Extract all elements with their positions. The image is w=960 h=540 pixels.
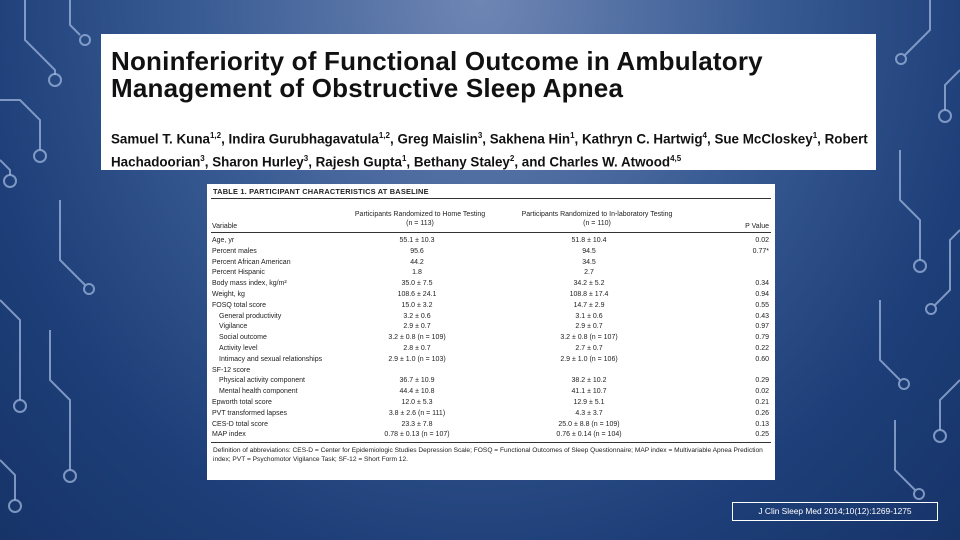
table-cell-lab: 2.9 ± 1.0 (n = 106) xyxy=(560,355,618,363)
author-name: Kathryn C. Hartwig xyxy=(582,131,703,147)
table-cell-home: 15.0 ± 3.2 xyxy=(401,301,433,309)
author-name: Sakhena Hin xyxy=(489,131,571,147)
author-name: Sue McCloskey xyxy=(714,131,813,147)
table-row-label: Epworth total score xyxy=(212,399,272,406)
author-name: Samuel T. Kuna xyxy=(111,131,210,147)
table-cell-home: 2.9 ± 0.7 xyxy=(403,323,431,331)
table-top-rule xyxy=(211,198,771,199)
header-home xyxy=(335,210,505,228)
table-cell-home: 3.2 ± 0.6 xyxy=(403,312,431,320)
table-cell-home: 44.2 xyxy=(410,258,424,266)
table-cell-lab: 3.1 ± 0.6 xyxy=(575,312,603,320)
table-cell-lab: 51.8 ± 10.4 xyxy=(571,237,607,244)
table-cell-lab: 14.7 ± 2.9 xyxy=(573,301,605,309)
table-caption: TABLE 1. PARTICIPANT CHARACTERISTICS AT BASELINE xyxy=(213,187,429,196)
table-cell-p-value: 0.60 xyxy=(755,355,769,363)
table-cell-lab: 34.2 ± 5.2 xyxy=(573,280,605,288)
table-row-label: Activity level xyxy=(219,345,258,352)
paper-title-line-1: Noninferiority of Functional Outcome in Ambulatory xyxy=(111,46,763,76)
table-bottom-rule xyxy=(211,442,771,443)
table-row-label: PVT transformed lapses xyxy=(212,409,287,417)
table-cell-lab: 2.7 ± 0.7 xyxy=(575,345,603,352)
table-cell-lab: 3.2 ± 0.8 (n = 107) xyxy=(560,334,618,342)
table-row-label: Physical activity component xyxy=(219,377,305,385)
table-cell-p-value: 0.02 xyxy=(755,388,769,396)
author-affiliation: 1,2 xyxy=(378,131,390,140)
table-cell-home: 35.0 ± 7.5 xyxy=(401,280,433,288)
table-row-label: Percent African American xyxy=(212,258,291,266)
author-name: Robert Hachadoorian xyxy=(111,131,868,170)
table-cell-lab: 12.9 ± 5.1 xyxy=(573,399,605,406)
table-header-rule xyxy=(211,232,771,233)
author-affiliation: 3 xyxy=(303,154,309,164)
table-cell-lab: 108.8 ± 17.4 xyxy=(569,291,609,298)
table-cell-p-value: 0.97 xyxy=(755,323,769,331)
table-row-label: Age, yr xyxy=(212,237,235,244)
author-separator: , xyxy=(482,131,490,147)
table-footnote: Definition of abbreviations: CES-D = Center for Epidemiologic Studies Depression Scale; FOSQ = Functional Outcomes of Sleep Questionnaire; MAP index = Multivariable Apnea Prediction index; PVT = Psychomotor Vigilance Task; SF-12 = Short Form 12. xyxy=(213,447,763,463)
table-row-label: FOSQ total score xyxy=(212,301,267,309)
author-affiliation: 1,2 xyxy=(209,131,222,140)
author-separator: , xyxy=(221,131,229,147)
table-cell-lab: 4.3 ± 3.7 xyxy=(575,409,603,417)
table-cell-lab: 94.5 xyxy=(582,247,596,255)
table-cell-home: 36.7 ± 10.9 xyxy=(399,377,435,385)
header-home-label: Participants Randomized to Home Testing xyxy=(354,211,486,218)
table-row-label: General productivity xyxy=(219,312,282,320)
table-cell-home: 1.8 xyxy=(412,269,422,277)
table-cell-p-value: 0.79 xyxy=(755,334,769,342)
header-p-value: P Value xyxy=(745,223,769,230)
header-home-n: (n = 113) xyxy=(406,220,434,227)
table-cell-lab: 38.2 ± 10.2 xyxy=(571,377,607,385)
table-row-label: MAP index xyxy=(212,431,246,439)
baseline-table xyxy=(207,184,775,480)
table-cell-p-value: 0.25 xyxy=(755,431,769,439)
author-name: Bethany Staley xyxy=(413,154,510,170)
table-row-label: Body mass index, kg/m² xyxy=(212,280,287,288)
header-lab-label: Participants Randomized to In-laboratory Testing xyxy=(521,211,673,218)
table-cell-lab: 25.0 ± 8.8 (n = 109) xyxy=(558,420,620,428)
table-cell-p-value: 0.34 xyxy=(755,280,769,288)
author-affiliation: 1 xyxy=(570,131,575,140)
table-cell-lab: 34.5 xyxy=(582,258,596,266)
author-separator: , xyxy=(389,131,398,147)
table-cell-home: 3.8 ± 2.6 (n = 111) xyxy=(388,409,446,417)
author-separator: , xyxy=(817,131,825,147)
table-cell-p-value: 0.13 xyxy=(755,420,769,428)
author-name: Sharon Hurley xyxy=(212,154,304,170)
table-cell-home: 2.8 ± 0.7 xyxy=(403,345,431,352)
table-cell-p-value: 0.22 xyxy=(755,345,769,352)
table-row-label: Weight, kg xyxy=(212,291,245,298)
table-cell-p-value: 0.77* xyxy=(752,247,769,255)
table-row-label: Vigilance xyxy=(219,323,248,331)
table-cell-home: 44.4 ± 10.8 xyxy=(399,388,435,396)
table-cell-p-value: 0.43 xyxy=(755,312,769,320)
author-affiliation: 3 xyxy=(200,154,205,164)
header-variable: Variable xyxy=(212,223,238,230)
header-lab xyxy=(507,210,687,228)
table-cell-lab: 41.1 ± 10.7 xyxy=(571,388,607,396)
author-separator: , xyxy=(204,154,213,170)
author-name: Indira Gurubhagavatula xyxy=(228,131,379,147)
author-list xyxy=(111,126,876,173)
table-row-label: Social outcome xyxy=(219,334,267,342)
table-cell-home: 95.6 xyxy=(410,247,424,255)
author-affiliation: 1 xyxy=(401,154,407,164)
table-cell-p-value: 0.29 xyxy=(755,377,769,385)
author-affiliation: 3 xyxy=(477,131,483,140)
table-row-label: Percent Hispanic xyxy=(212,269,265,277)
table-cell-p-value: 0.94 xyxy=(755,291,769,298)
paper-title-line-2: Management of Obstructive Sleep Apnea xyxy=(111,73,624,103)
author-affiliation: 4 xyxy=(702,131,707,140)
table-cell-lab: 0.76 ± 0.14 (n = 104) xyxy=(556,431,622,439)
table-cell-home: 23.3 ± 7.8 xyxy=(401,420,433,428)
author-name: Rajesh Gupta xyxy=(315,154,402,170)
table-cell-p-value: 0.02 xyxy=(755,237,769,244)
table-row-label: Intimacy and sexual relationships xyxy=(219,355,323,363)
header-lab-n: (n = 110) xyxy=(583,220,611,227)
table-cell-home: 3.2 ± 0.8 (n = 109) xyxy=(388,334,446,342)
author-separator: , xyxy=(308,154,316,170)
paper-title-card xyxy=(101,34,876,170)
table-cell-home: 0.78 ± 0.13 (n = 107) xyxy=(384,431,450,439)
author-affiliation: 4,5 xyxy=(670,154,682,164)
table-cell-p-value: 0.26 xyxy=(755,409,769,417)
citation-box: J Clin Sleep Med 2014;10(12):1269-1275 xyxy=(732,502,938,521)
table-row-label: Percent males xyxy=(212,247,257,255)
table-cell-home: 108.6 ± 24.1 xyxy=(397,291,437,298)
table-cell-home: 2.9 ± 1.0 (n = 103) xyxy=(388,355,446,363)
author-separator: , xyxy=(574,131,582,147)
table-cell-lab: 2.9 ± 0.7 xyxy=(575,323,603,331)
table-cell-p-value: 0.21 xyxy=(755,399,769,406)
table-cell-home: 12.0 ± 5.3 xyxy=(401,399,433,406)
author-separator: , xyxy=(406,154,414,170)
author-name: Greg Maislin xyxy=(397,131,478,147)
table-row-label: Mental health component xyxy=(219,388,298,396)
table-row-label: CES-D total score xyxy=(212,420,269,428)
author-separator: , xyxy=(706,131,715,147)
table-row-label: SF-12 score xyxy=(212,366,251,374)
author-separator: , and xyxy=(514,154,550,170)
author-affiliation: 2 xyxy=(509,154,515,164)
table-cell-p-value: 0.55 xyxy=(755,301,769,309)
table-cell-home: 55.1 ± 10.3 xyxy=(399,237,435,244)
author-affiliation: 1 xyxy=(812,131,818,140)
author-name: Charles W. Atwood xyxy=(549,154,671,170)
paper-title xyxy=(111,48,763,102)
table-cell-lab: 2.7 xyxy=(584,269,594,277)
